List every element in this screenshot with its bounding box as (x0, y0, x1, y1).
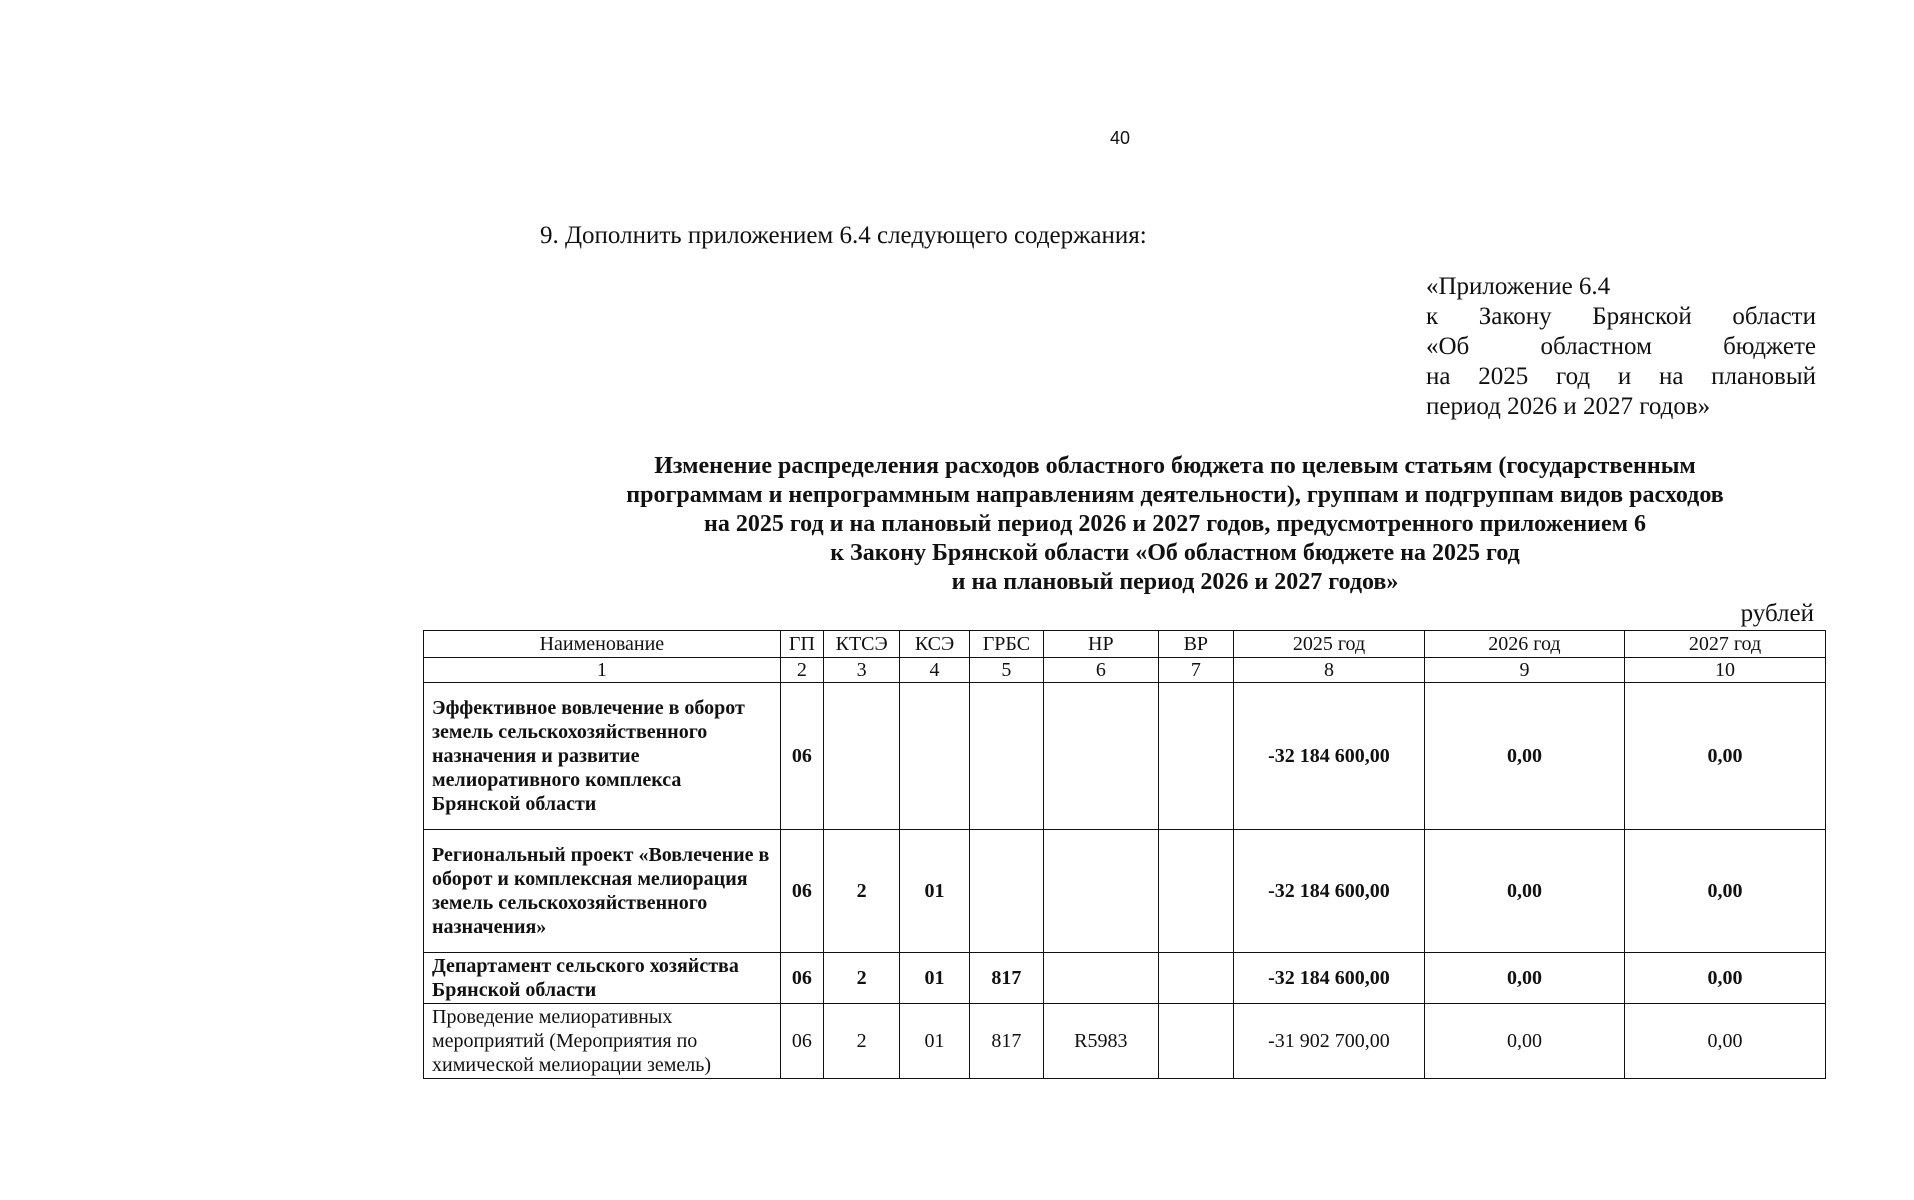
title-line: программам и непрограммным направлениям деятельности), группам и подгруппам видов расходов (626, 482, 1724, 508)
cell-gp: 06 (780, 830, 823, 953)
title-line: Изменение распределения расходов областного бюджета по целевым статьям (государственным (654, 453, 1696, 479)
title-line: и на плановый период 2026 и 2027 годов» (951, 569, 1399, 595)
cell-kse (900, 683, 969, 830)
appendix-line: период 2026 и 2027 годов» (1426, 393, 1711, 420)
page-number: 40 (1109, 128, 1131, 148)
cell-ktse: 2 (823, 953, 899, 1004)
cell-gp: 06 (780, 683, 823, 830)
column-header: ГП (780, 631, 823, 658)
table-header-row (424, 631, 1826, 658)
appendix-line: «Об областном бюджете (1426, 333, 1816, 360)
column-header: НР (1044, 631, 1159, 658)
column-number: 4 (900, 658, 969, 683)
appendix-line: «Приложение 6.4 (1426, 273, 1611, 300)
cell-grbs (969, 683, 1043, 830)
column-number: 7 (1158, 658, 1233, 683)
cell-ktse: 2 (823, 1004, 899, 1079)
cell-2027: 0,00 (1624, 830, 1825, 953)
cell-nr (1044, 953, 1159, 1004)
cell-2027: 0,00 (1624, 683, 1825, 830)
table-row (424, 1004, 1826, 1079)
column-number: 6 (1044, 658, 1159, 683)
cell-nr (1044, 683, 1159, 830)
column-header: КТСЭ (823, 631, 899, 658)
cell-vr (1158, 1004, 1233, 1079)
cell-2026: 0,00 (1424, 683, 1624, 830)
appendix-line: к Закону Брянской области (1426, 303, 1816, 330)
column-header: КСЭ (900, 631, 969, 658)
title-line: на 2025 год и на плановый период 2026 и 2027 годов, предусмотренного приложением 6 (704, 511, 1646, 537)
cell-vr (1158, 683, 1233, 830)
column-number: 1 (424, 658, 781, 683)
column-number: 5 (969, 658, 1043, 683)
row-name: Региональный проект «Вовлечение в оборот и комплексная мелиорация земель сельскохозяйственного назначения» (424, 830, 781, 953)
row-name: Проведение мелиоративных мероприятий (Мероприятия по химической мелиорации земель) (424, 1004, 781, 1079)
column-header: 2027 год (1624, 631, 1825, 658)
cell-2027: 0,00 (1624, 953, 1825, 1004)
cell-nr: R5983 (1044, 1004, 1159, 1079)
cell-2025: -31 902 700,00 (1234, 1004, 1425, 1079)
cell-kse: 01 (900, 1004, 969, 1079)
cell-kse: 01 (900, 953, 969, 1004)
budget-table (423, 630, 1826, 1079)
cell-2025: -32 184 600,00 (1234, 683, 1425, 830)
column-header: Наименование (424, 631, 781, 658)
cell-vr (1158, 830, 1233, 953)
column-number: 9 (1424, 658, 1624, 683)
table-row (424, 953, 1826, 1004)
appendix-line: на 2025 год и на плановый (1426, 363, 1816, 390)
cell-grbs (969, 830, 1043, 953)
column-number: 3 (823, 658, 899, 683)
column-header: 2026 год (1424, 631, 1624, 658)
cell-vr (1158, 953, 1233, 1004)
column-header: ВР (1158, 631, 1233, 658)
column-number: 10 (1624, 658, 1825, 683)
table-row (424, 683, 1826, 830)
column-header: 2025 год (1234, 631, 1425, 658)
title-line: к Закону Брянской области «Об областном бюджете на 2025 год (830, 540, 1520, 566)
cell-2025: -32 184 600,00 (1234, 953, 1425, 1004)
cell-nr (1044, 830, 1159, 953)
table-row (424, 830, 1826, 953)
appendix-reference (1426, 272, 1816, 422)
column-number-row (424, 658, 1826, 683)
intro-paragraph: 9. Дополнить приложением 6.4 следующего содержания: (540, 222, 1147, 249)
cell-2026: 0,00 (1424, 830, 1624, 953)
cell-gp: 06 (780, 1004, 823, 1079)
cell-grbs: 817 (969, 1004, 1043, 1079)
cell-2026: 0,00 (1424, 1004, 1624, 1079)
cell-ktse (823, 683, 899, 830)
currency-units: рублей (1740, 600, 1814, 627)
column-number: 8 (1234, 658, 1425, 683)
document-title (500, 452, 1850, 597)
cell-kse: 01 (900, 830, 969, 953)
cell-2025: -32 184 600,00 (1234, 830, 1425, 953)
cell-grbs: 817 (969, 953, 1043, 1004)
cell-ktse: 2 (823, 830, 899, 953)
cell-2027: 0,00 (1624, 1004, 1825, 1079)
row-name: Департамент сельского хозяйства Брянской области (424, 953, 781, 1004)
column-header: ГРБС (969, 631, 1043, 658)
column-number: 2 (780, 658, 823, 683)
row-name: Эффективное вовлечение в оборот земель сельскохозяйственного назначения и развитие мелиоративного комплекса Брянской области (424, 683, 781, 830)
cell-2026: 0,00 (1424, 953, 1624, 1004)
cell-gp: 06 (780, 953, 823, 1004)
